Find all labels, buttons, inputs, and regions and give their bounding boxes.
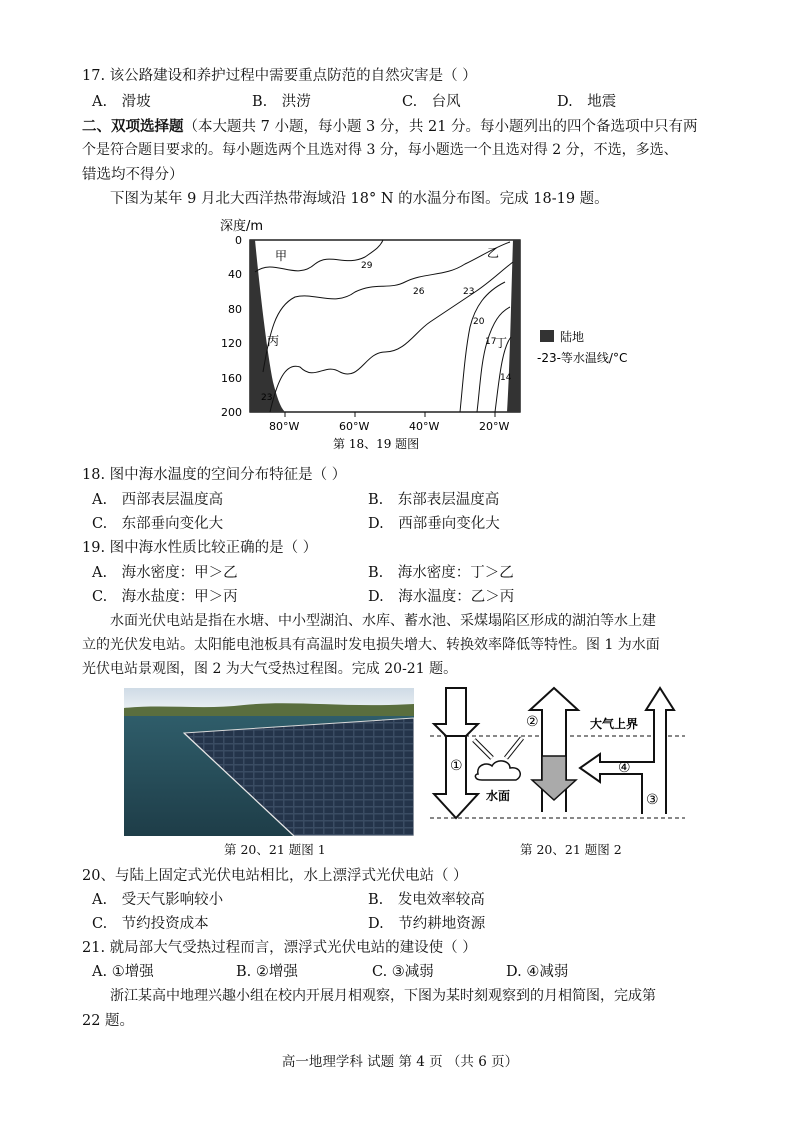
q20-option-a: A. 受天气影响较小	[92, 892, 224, 908]
q20-option-d: D. 节约耕地资源	[368, 916, 486, 932]
q19-option-b: B. 海水密度：丁＞乙	[368, 565, 514, 581]
figure2-caption-1: 第 20、21 题图 1	[224, 842, 326, 857]
q19-option-a: A. 海水密度：甲＞乙	[92, 565, 238, 581]
isotherm-label-26: 26	[413, 287, 425, 297]
figure1-caption: 第 18、19 题图	[333, 437, 420, 451]
section2-line1	[82, 115, 698, 136]
q20-option-c: C. 节约投资成本	[92, 916, 209, 932]
label-4: ④	[618, 760, 631, 776]
region-yi: 乙	[487, 246, 500, 260]
x-tick-20w: 20°W	[479, 420, 510, 433]
y-tick-120: 120	[221, 337, 242, 350]
q20-stem: 20、与陆上固定式光伏电站相比，水上漂浮式光伏电站（ ）	[82, 868, 468, 884]
isotherm-label-23: 23	[463, 287, 475, 297]
label-1: ①	[450, 758, 463, 774]
q17-stem: 17. 该公路建设和养护过程中需要重点防范的自然灾害是（ ）	[82, 68, 477, 84]
isotherm-label-14: 14	[500, 373, 512, 383]
y-axis-title: 深度/m	[220, 219, 264, 234]
page-footer: 高一地理学科 试题 第 4 页 （共 6 页）	[281, 1054, 519, 1070]
q20-option-b: B. 发电效率较高	[368, 892, 485, 908]
intro-20-line3: 光伏电站景观图，图 2 为大气受热过程图。完成 20-21 题。	[82, 661, 458, 677]
water-temp-chart	[215, 212, 635, 462]
region-jia: 甲	[275, 249, 288, 263]
q21-option-c: C. ③减弱	[372, 964, 434, 980]
y-tick-80: 80	[228, 303, 242, 316]
q18-option-b: B. 东部表层温度高	[368, 492, 500, 508]
y-tick-40: 40	[228, 268, 242, 281]
surface-label: 水面	[486, 789, 511, 803]
q18-option-d: D. 西部垂向变化大	[368, 516, 500, 532]
region-ding: 丁	[495, 336, 508, 350]
legend-isotherm: -23-等水温线/°C	[537, 351, 628, 365]
isotherm-label-20: 20	[473, 317, 485, 327]
x-tick-40w: 40°W	[409, 420, 440, 433]
q18-option-c: C. 东部垂向变化大	[92, 516, 224, 532]
intro-22-line2: 22 题。	[82, 1013, 135, 1029]
water-temp-figure	[215, 212, 635, 466]
q17-option-a: A. 滑坡	[92, 94, 151, 110]
intro-20-line1: 水面光伏电站是指在水塘、中小型湖泊、水库、蓄水池、采煤塌陷区形成的湖泊等水上建	[110, 613, 656, 629]
solar-farm-photo	[124, 688, 414, 836]
isotherm-26	[263, 242, 510, 372]
q19-stem: 19. 图中海水性质比较正确的是（ ）	[82, 540, 318, 556]
land-west	[250, 240, 288, 412]
x-tick-60w: 60°W	[339, 420, 370, 433]
section2-instructions-3: 错选均不得分）	[82, 167, 184, 183]
intro-22-line1: 浙江某高中地理兴趣小组在校内开展月相观察，下图为某时刻观察到的月相简图，完成第	[110, 988, 656, 1004]
intro-18: 下图为某年 9 月北大西洋热带海域沿 18° N 的水温分布图。完成 18-19 题。	[110, 191, 609, 207]
heating-process-svg	[430, 684, 690, 834]
y-tick-160: 160	[221, 372, 242, 385]
q21-stem: 21. 就局部大气受热过程而言，漂浮式光伏电站的建设使（ ）	[82, 940, 477, 956]
isotherm-label-23-west: 23	[261, 393, 273, 403]
q21-option-a: A. ①增强	[92, 964, 154, 980]
isotherm-label-29: 29	[361, 261, 373, 271]
q19-option-d: D. 海水温度：乙＞丙	[368, 589, 515, 605]
section2-heading: 二、双项选择题	[82, 118, 184, 135]
cloud-icon	[475, 761, 520, 780]
solar-farm-illustration	[124, 688, 414, 836]
legend-land-swatch	[540, 330, 554, 342]
q21-option-b: B. ②增强	[236, 964, 298, 980]
q18-option-a: A. 西部表层温度高	[92, 492, 224, 508]
x-tick-80w: 80°W	[269, 420, 300, 433]
section2-instructions-2: 个是符合题目要求的。每小题选两个且选对得 3 分，每小题选一个且选对得 2 分，不选，多选、	[82, 142, 678, 158]
label-2: ②	[526, 714, 539, 730]
atmospheric-heating-diagram	[430, 684, 690, 838]
isotherm-label-17: 17	[485, 337, 497, 347]
y-tick-200: 200	[221, 406, 242, 419]
q21-option-d: D. ④减弱	[506, 964, 569, 980]
q19-option-c: C. 海水盐度：甲＞丙	[92, 589, 238, 605]
legend-land: 陆地	[560, 330, 585, 344]
y-tick-0: 0	[235, 234, 242, 247]
q17-option-c: C. 台风	[402, 94, 461, 110]
upper-boundary-label: 大气上界	[590, 717, 639, 731]
isotherm-23	[270, 262, 513, 412]
q17-option-b: B. 洪涝	[252, 94, 311, 110]
return-arrow-icon	[532, 756, 576, 800]
q17-option-d: D. 地震	[557, 94, 617, 110]
arrow-3-4-icon	[580, 688, 674, 814]
label-3: ③	[646, 792, 659, 808]
arrow-1-icon	[434, 736, 478, 818]
section2-instructions-1: （本大题共 7 小题，每小题 3 分，共 21 分。每小题列出的四个备选项中只有两	[183, 119, 698, 135]
q18-stem: 18. 图中海水温度的空间分布特征是（ ）	[82, 467, 347, 483]
region-bing: 丙	[267, 334, 280, 348]
intro-20-line2: 立的光伏发电站。太阳能电池板具有高温时发电损失增大、转换效率降低等特性。图 1 为水面	[82, 637, 660, 653]
figure2-caption-2: 第 20、21 题图 2	[520, 842, 622, 857]
